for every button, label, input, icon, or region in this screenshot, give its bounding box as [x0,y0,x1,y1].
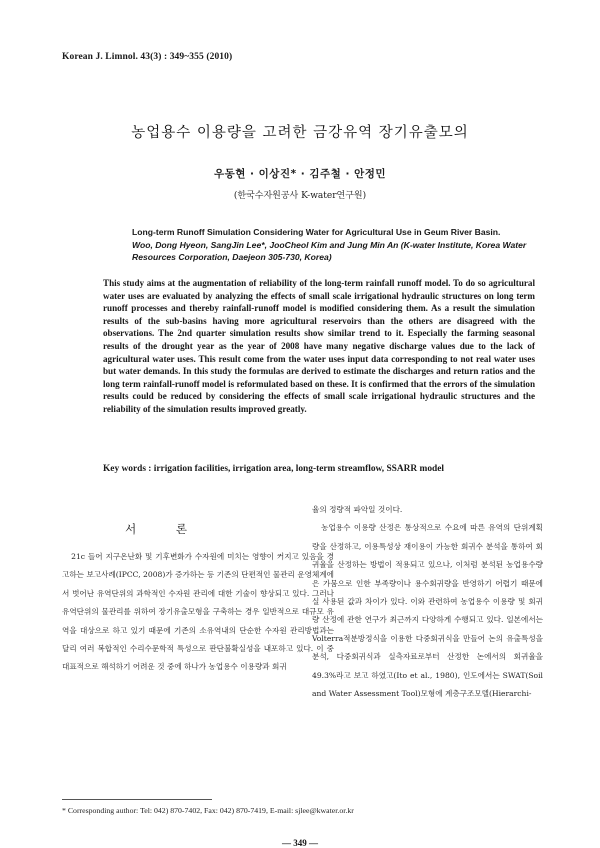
page-number: — 349 — [282,838,318,848]
corresponding-author-footnote: * Corresponding author: Tel: 042) 870-7402, Fax: 042) 870-7419, E-mail: sjlee@kwater.or.kr [62,806,354,815]
paper-title-korean: 농업용수 이용량을 고려한 금강유역 장기유출모의 [131,125,469,141]
abstract: This study aims at the augmentation of reliability of the long-term rainfall runoff model. To do so agricultural water uses are evaluated by analyzing the effects of small scale irrigational hydraulic structures on long term runoff processes and thereby rainfall-runoff model is modified considering them. As a result the simulation results of the sub-basins having more agricultural reservoirs than the others are disagreed with the observations. The 2nd quarter simulation results show similar trend to it. Especially the farming seasonal results of the drought year as the year of 2008 have many negative discharge values due to the lack of agricultural water uses. This result come from the water uses input data corresponding to not real water uses but water demands. In this study the formulas are derived to estimate the discharges and return ratios and the long term rainfall-runoff model is reformulated based on these. It is confirmed that the errors of the simulation results could be reduced by considering the effects of small scale irrigational hydraulic structures and the reliability of the simulation results improved greatly. [103,278,535,414]
footnote-divider [62,799,212,800]
left-column [62,548,334,677]
right-column [312,501,543,703]
authors-korean: 우동현 · 이상진* · 김주철 · 안정민 [213,168,387,180]
affiliation-korean: (한국수자원공사 K-water연구원) [233,191,367,201]
english-title-block [132,226,542,264]
right-paragraph: 농업용수 이용량 산정은 통상적으로 수요에 따른 유역의 단위계획량을 산정하고, 이용특성상 재이용이 가능한 회귀수 분석을 통하여 회귀율을 산정하는 방법이 적용되고 있으나, 이처럼 분석된 농업용수량은 가뭄으로 인한 부족량이나 용수회귀량을 반영하기 어렵기 때문에 실 사용된 값과 차이가 있다. 이와 관련하여 농업용수 이용량 및 회귀량 산정에 관한 연구가 최근까지 다양하게 수행되고 있다. 일본에서는 Volterra적분방정식을 이용한 다중회귀식을 만들어 논의 유출특성을 분석, 다중회귀식과 실측자료로부터 산정한 논에서의 회귀율을 49.3%라고 보고 하였고(Ito et al., 1980), 인도에서는 SWAT(Soil and Water Assessment Tool)모형에 계층구조모델(Hierarchi- [312,523,543,699]
keywords: Key words : irrigation facilities, irrigation area, long-term streamflow, SSARR model [103,464,445,474]
left-paragraph: 21c 들어 지구온난화 및 기후변화가 수자원에 미치는 영향이 커지고 있음을 경고하는 보고사례(IPCC, 2008)가 증가하는 등 기존의 단편적인 물관리 운영체계에서 벗어난 유역단위의 과학적인 수자원 관리에 대한 기술이 향상되고 있다. 그러나 유역단위의 물관리를 위하여 장기유출모형을 구축하는 경우 일반적으로 대규모 유역을 대상으로 하고 있기 때문에 기존의 소유역내의 단순한 수자원 관리방법과는 달리 여러 복합적인 수리수문학적 특성으로 판단불확실성을 내포하고 있다. 이 중 대표적으로 해석하기 어려운 것 중에 하나가 농업용수 이용량과 회귀 [62,552,334,672]
paper-title-english: Long-term Runoff Simulation Considering Water for Agricultural Use in Geum River Basin. [132,227,501,237]
right-paragraph: 율의 정량적 파악일 것이다. [312,505,403,514]
authors-english: Woo, Dong Hyeon, SangJin Lee*, JooCheol Kim and Jung Min An (K-water Institute, Korea Water Resources Corporation, Daejeon 305-730, Korea) [132,239,527,263]
section-heading-introduction: 서 론 [125,522,205,536]
journal-reference: Korean J. Limnol. 43(3) : 349~355 (2010) [62,52,233,62]
